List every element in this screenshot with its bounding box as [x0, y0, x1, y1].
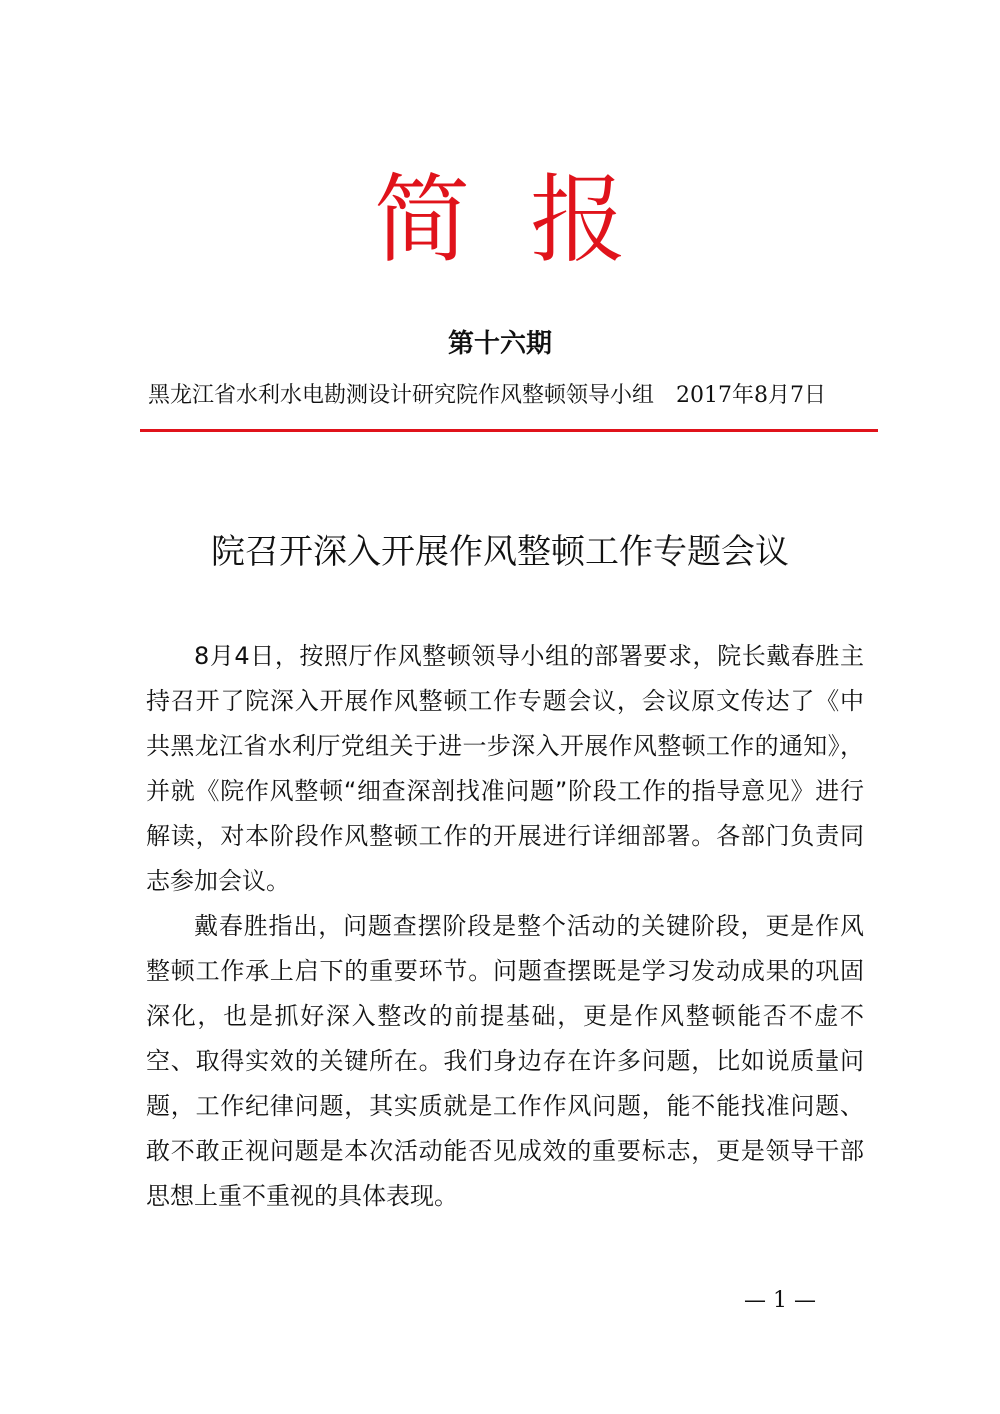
issue-date: 2017年8月7日 — [676, 383, 826, 408]
article-body — [146, 634, 864, 1219]
masthead-title: 简报 — [374, 164, 686, 276]
body-paragraph: 戴春胜指出，问题查摆阶段是整个活动的关键阶段，更是作风整顿工作承上启下的重要环节。问题查摆既是学习发动成果的巩固深化，也是抓好深入整改的前提基础，更是作风整顿能否不虚不空、取得实效的关键所在。我们身边存在许多问题，比如说质量问题，工作纪律问题，其实质就是工作作风问题，能不能找准问题、敢不敢正视问题是本次活动能否见成效的重要标志，更是领导干部思想上重不重视的具体表现。 — [146, 912, 864, 1210]
red-divider — [140, 429, 878, 432]
issue-number: 第十六期 — [447, 329, 552, 359]
issuer-line — [148, 380, 868, 412]
body-paragraph: 8月4日，按照厅作风整顿领导小组的部署要求，院长戴春胜主持召开了院深入开展作风整顿工作专题会议，会议原文传达了《中共黑龙江省水利厅党组关于进一步深入开展作风整顿工作的通知》，并就《院作风整顿“细查深剖找准问题”阶段工作的指导意见》进行解读，对本阶段作风整顿工作的开展进行详细部署。各部门负责同志参加会议。 — [146, 642, 864, 895]
issuer-name: 黑龙江省水利水电勘测设计研究院作风整顿领导小组 — [148, 383, 655, 408]
page-number: — 1 — — [744, 1288, 816, 1313]
article-title: 院召开深入开展作风整顿工作专题会议 — [211, 532, 789, 572]
